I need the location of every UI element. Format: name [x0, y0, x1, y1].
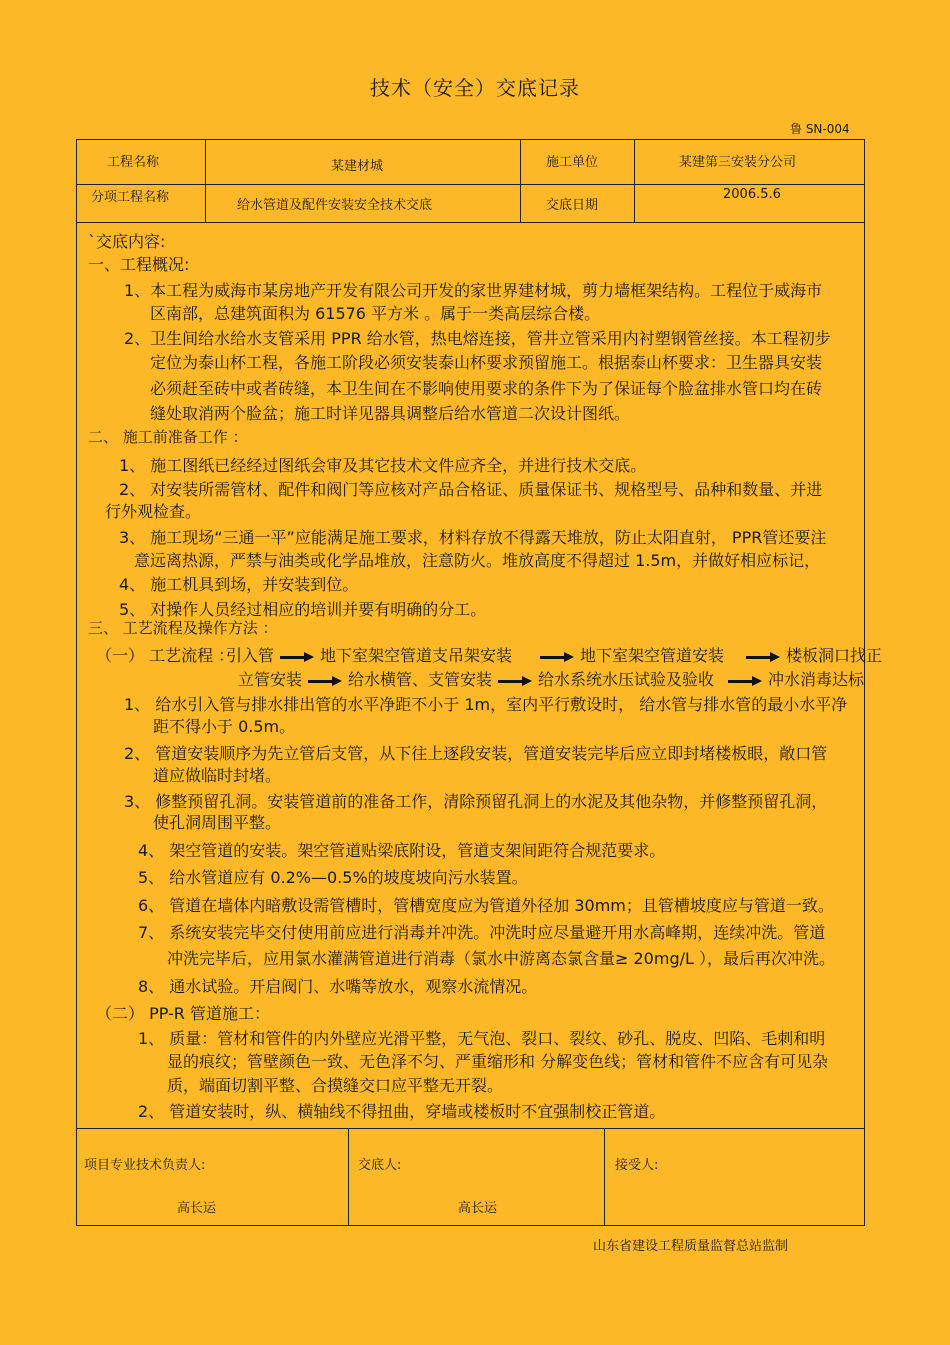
flow-step: 立管安装	[238, 670, 303, 689]
paragraph-line: 3、 施工现场“三通一平”应能满足施工要求，材料存放不得露天堆放，防止太阳直射， PPR管还要注	[119, 528, 827, 547]
paragraph-line: 距不得小于 0.5m。	[153, 717, 296, 736]
paragraph-line: 必须赶至砖中或者砖缝，本卫生间在不影响使用要求的条件下为了保证每个脸盆排水管口均在砖	[150, 379, 823, 398]
arrow-right-icon	[540, 652, 574, 662]
paragraph-line: 道应做临时封堵。	[153, 766, 282, 785]
date-label: 交底日期	[546, 198, 599, 213]
construction-unit-value: 某建第三安装分公司	[679, 155, 797, 170]
project-name-label: 工程名称	[107, 155, 160, 170]
content-intro: `交底内容:	[88, 232, 166, 251]
flow-step: 冲水消毒达标	[768, 670, 865, 689]
paragraph-line: 定位为泰山杯工程，各施工阶段必须安装泰山杯要求预留施工。根据泰山杯要求：卫生器具安装	[150, 353, 823, 372]
section-process-heading: 三、 工艺流程及操作方法 ：	[88, 619, 278, 637]
paragraph-line: 1、 质量：管材和管件的内外壁应光滑平整，无气泡、裂口、裂纹、砂孔、脱皮、凹陷、毛刺和明	[138, 1029, 826, 1048]
paragraph-line: 4、 架空管道的安装。架空管道贴梁底附设，管道支架间距符合规范要求。	[138, 841, 666, 860]
arrow-right-icon	[728, 676, 762, 686]
flow-step: 给水横管、支管安装	[348, 670, 493, 689]
paragraph-line: 8、 通水试验。开启阀门、水嘴等放水，观察水流情况。	[138, 977, 538, 996]
paragraph-line: 2、卫生间给水给水支管采用 PPR 给水管，热电熔连接，管井立管采用内衬塑钢管丝接。本工程初步	[124, 329, 831, 348]
header-bottom-divider	[76, 222, 865, 223]
paragraph-line: 5、 对操作人员经过相应的培训并要有明确的分工。	[119, 600, 487, 619]
paragraph-line: 1、 施工图纸已经经过图纸会审及其它技术文件应齐全，并进行技术交底。	[119, 456, 647, 475]
section-overview-heading: 一、工程概况:	[88, 255, 190, 274]
subsection-ppr-heading: （二） PP-R 管道施工：	[96, 1004, 271, 1023]
tech-lead-label: 项目专业技术负责人:	[84, 1158, 206, 1173]
date-value: 2006.5.6	[723, 187, 781, 202]
paragraph-line: 2、 对安装所需管材、配件和阀门等应核对产品合格证、质量保证书、规格型号、品种和数量、并进	[119, 480, 823, 499]
process-flow-row-2	[238, 667, 864, 690]
header-col-divider-3	[634, 139, 635, 222]
arrow-right-icon	[498, 676, 532, 686]
flow-step: 地下室架空管道支吊架安装	[320, 646, 513, 665]
header-col-divider-2	[520, 139, 521, 222]
tech-lead-signature: 高长运	[177, 1201, 217, 1216]
paragraph-line: 1、本工程为威海市某房地产开发有限公司开发的家世界建材城，剪力墙框架结构。工程位于威海市	[124, 281, 823, 300]
section-preparation-heading: 二、 施工前准备工作 ：	[88, 428, 248, 446]
handover-person-label: 交底人:	[358, 1158, 402, 1173]
form-code: 鲁 SN-004	[790, 122, 850, 136]
paragraph-line: 1、 给水引入管与排水排出管的水平净距不小于 1m，室内平行敷设时， 给水管与排水管的最小水平净	[124, 695, 848, 714]
construction-unit-label: 施工单位	[546, 155, 599, 170]
paragraph-line: 6、 管道在墙体内暗敷设需管槽时，管槽宽度应为管道外径加 30mm；且管槽坡度应与管道一致。	[138, 896, 834, 915]
signature-col-divider-2	[604, 1128, 605, 1226]
arrow-right-icon	[746, 652, 780, 662]
paragraph-line: 区南部，总建筑面积为 61576 平方米 。属于一类高层综合楼。	[150, 304, 601, 323]
receiver-label: 接受人:	[615, 1158, 659, 1173]
paragraph-line: 3、 修整预留孔洞。安装管道前的准备工作，清除预留孔洞上的水泥及其他杂物，并修整预留孔洞，	[124, 792, 828, 811]
page-title: 技术（安全）交底记录	[370, 76, 580, 100]
paragraph-line: 2、 管道安装顺序为先立管后支管，从下往上逐段安装，管道安装完毕后应立即封堵楼板眼，敞口管	[124, 744, 828, 763]
project-name-value: 某建材城	[331, 159, 384, 174]
paragraph-line: 2、 管道安装时，纵、横轴线不得扭曲，穿墙或楼板时不宜强制校正管道。	[138, 1102, 666, 1121]
flow-step: 给水系统水压试验及验收	[538, 670, 715, 689]
signature-top-divider	[76, 1128, 865, 1129]
flow-step: 楼板洞口找正	[786, 646, 883, 665]
paragraph-line: 4、 施工机具到场，并安装到位。	[119, 575, 359, 594]
arrow-right-icon	[308, 676, 342, 686]
flow-step: 引入管	[226, 646, 275, 665]
paragraph-line: 质，端面切割平整、合摸缝交口应平整无开裂。	[167, 1076, 504, 1095]
paragraph-line: 显的痕纹；管壁颜色一致、无色泽不匀、严重缩形和 分解变色线；管材和管件不应含有可见杂	[167, 1052, 829, 1071]
paragraph-line: 5、 给水管道应有 0.2%—0.5%的坡度坡向污水装置。	[138, 868, 528, 887]
header-row-divider	[76, 184, 865, 185]
paragraph-line: 意远离热源，严禁与油类或化学品堆放，注意防火。堆放高度不得超过 1.5m，并做好相应标记，	[134, 551, 821, 570]
flow-step: 地下室架空管道安装	[580, 646, 725, 665]
issuer-note: 山东省建设工程质量监督总站监制	[593, 1239, 789, 1254]
paragraph-line: 行外观检查。	[105, 502, 202, 521]
sub-project-label: 分项工程名称	[91, 190, 170, 205]
paragraph-line: 缝处取消两个脸盆；施工时详见器具调整后给水管道二次设计图纸。	[150, 404, 631, 423]
arrow-right-icon	[280, 652, 314, 662]
process-flow-row-1	[226, 643, 882, 666]
flow-label: （一） 工艺流程 ：	[96, 646, 235, 665]
header-col-divider-1	[205, 139, 206, 222]
paragraph-line: 冲洗完毕后，应用氯水灌满管道进行消毒（氯水中游离态氯含量≥ 20mg/L ），最后再次冲洗。	[167, 949, 835, 968]
sub-project-value: 给水管道及配件安装安全技术交底	[237, 198, 433, 213]
signature-col-divider-1	[348, 1128, 349, 1226]
paragraph-line: 7、 系统安装完毕交付使用前应进行消毒并冲洗。冲洗时应尽量避开用水高峰期，连续冲洗。管道	[138, 923, 826, 942]
paragraph-line: 使孔洞周围平整。	[153, 813, 282, 832]
handover-person-signature: 高长运	[458, 1201, 498, 1216]
